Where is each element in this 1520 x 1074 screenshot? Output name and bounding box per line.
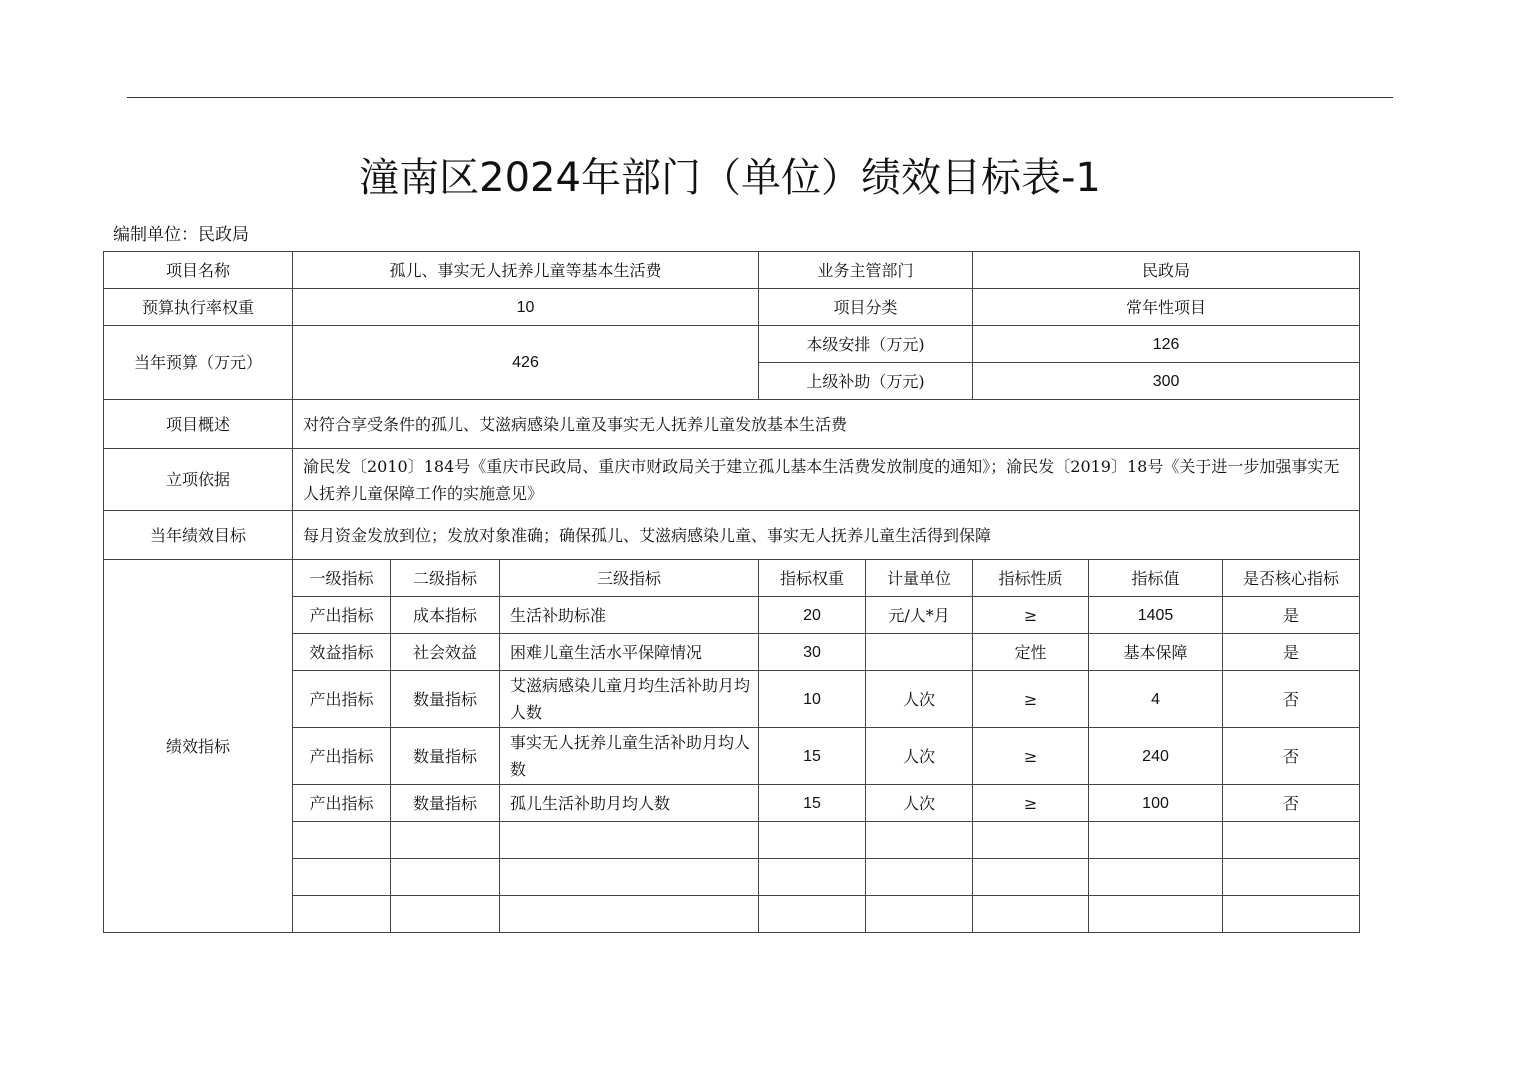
indicator-header-row (104, 560, 1360, 597)
page-title: 潼南区2024年部门（单位）绩效目标表-1 (359, 155, 1101, 201)
cell-nature: ≥ (973, 671, 1089, 728)
dept-label: 业务主管部门 (759, 252, 973, 289)
project-name-label: 项目名称 (104, 252, 293, 289)
upper-value: 300 (973, 363, 1360, 400)
row-budget (104, 326, 1360, 363)
cell-level3: 艾滋病感染儿童月均生活补助月均人数 (500, 671, 759, 728)
row-overview (104, 400, 1360, 449)
cell-unit: 元/人*月 (866, 597, 973, 634)
cell-level2: 数量指标 (391, 728, 500, 785)
header-unit: 计量单位 (866, 560, 973, 597)
project-name-value: 孤儿、事实无人抚养儿童等基本生活费 (293, 252, 759, 289)
cell-level1: 产出指标 (293, 785, 391, 822)
indicator-section-label: 绩效指标 (104, 560, 293, 933)
cell-level2: 数量指标 (391, 671, 500, 728)
header-core: 是否核心指标 (1223, 560, 1360, 597)
header-level2: 二级指标 (391, 560, 500, 597)
cell-core: 否 (1223, 728, 1360, 785)
row-weight (104, 289, 1360, 326)
upper-label: 上级补助（万元) (759, 363, 973, 400)
table-row (104, 728, 1360, 785)
overview-label: 项目概述 (104, 400, 293, 449)
cell-level1: 效益指标 (293, 634, 391, 671)
cell-core: 是 (1223, 597, 1360, 634)
basis-label: 立项依据 (104, 449, 293, 511)
budget-value: 426 (293, 326, 759, 400)
cell-value: 100 (1089, 785, 1223, 822)
cell-unit (866, 634, 973, 671)
cell-weight: 15 (759, 728, 866, 785)
local-label: 本级安排（万元) (759, 326, 973, 363)
header-level3: 三级指标 (500, 560, 759, 597)
empty-row (104, 822, 1360, 859)
row-basis (104, 449, 1360, 511)
cell-nature: ≥ (973, 785, 1089, 822)
basis-value: 渝民发〔2010〕184号《重庆市民政局、重庆市财政局关于建立孤儿基本生活费发放制度的通知》；渝民发〔2019〕18号《关于进一步加强事实无人抚养儿童保障工作的实施意见》 (293, 449, 1360, 511)
weight-label: 预算执行率权重 (104, 289, 293, 326)
cell-nature: ≥ (973, 728, 1089, 785)
empty-row (104, 896, 1360, 933)
overview-value: 对符合享受条件的孤儿、艾滋病感染儿童及事实无人抚养儿童发放基本生活费 (293, 400, 1360, 449)
cell-unit: 人次 (866, 785, 973, 822)
cell-level1: 产出指标 (293, 597, 391, 634)
cell-weight: 10 (759, 671, 866, 728)
cell-core: 是 (1223, 634, 1360, 671)
cell-level2: 成本指标 (391, 597, 500, 634)
cell-value: 1405 (1089, 597, 1223, 634)
performance-table (103, 251, 1360, 933)
table-row (104, 785, 1360, 822)
cell-value: 240 (1089, 728, 1223, 785)
cell-level2: 数量指标 (391, 785, 500, 822)
cell-level1: 产出指标 (293, 728, 391, 785)
header-weight: 指标权重 (759, 560, 866, 597)
cell-nature: 定性 (973, 634, 1089, 671)
cell-level3: 生活补助标准 (500, 597, 759, 634)
cell-level1: 产出指标 (293, 671, 391, 728)
row-goal (104, 511, 1360, 560)
dept-value: 民政局 (973, 252, 1360, 289)
table-row (104, 671, 1360, 728)
local-value: 126 (973, 326, 1360, 363)
cell-weight: 30 (759, 634, 866, 671)
goal-value: 每月资金发放到位；发放对象准确；确保孤儿、艾滋病感染儿童、事实无人抚养儿童生活得到保障 (293, 511, 1360, 560)
cell-nature: ≥ (973, 597, 1089, 634)
empty-row (104, 859, 1360, 896)
table-row (104, 634, 1360, 671)
header-value: 指标值 (1089, 560, 1223, 597)
weight-value: 10 (293, 289, 759, 326)
category-label: 项目分类 (759, 289, 973, 326)
cell-weight: 20 (759, 597, 866, 634)
row-project-name (104, 252, 1360, 289)
budget-label: 当年预算（万元） (104, 326, 293, 400)
goal-label: 当年绩效目标 (104, 511, 293, 560)
cell-unit: 人次 (866, 671, 973, 728)
header-level1: 一级指标 (293, 560, 391, 597)
top-rule (127, 97, 1393, 98)
cell-core: 否 (1223, 671, 1360, 728)
cell-unit: 人次 (866, 728, 973, 785)
cell-level3: 孤儿生活补助月均人数 (500, 785, 759, 822)
cell-value: 4 (1089, 671, 1223, 728)
cell-value: 基本保障 (1089, 634, 1223, 671)
category-value: 常年性项目 (973, 289, 1360, 326)
compiling-unit: 编制单位：民政局 (113, 225, 249, 245)
cell-level3: 事实无人抚养儿童生活补助月均人数 (500, 728, 759, 785)
cell-level2: 社会效益 (391, 634, 500, 671)
table-row (104, 597, 1360, 634)
cell-weight: 15 (759, 785, 866, 822)
header-nature: 指标性质 (973, 560, 1089, 597)
cell-level3: 困难儿童生活水平保障情况 (500, 634, 759, 671)
cell-core: 否 (1223, 785, 1360, 822)
